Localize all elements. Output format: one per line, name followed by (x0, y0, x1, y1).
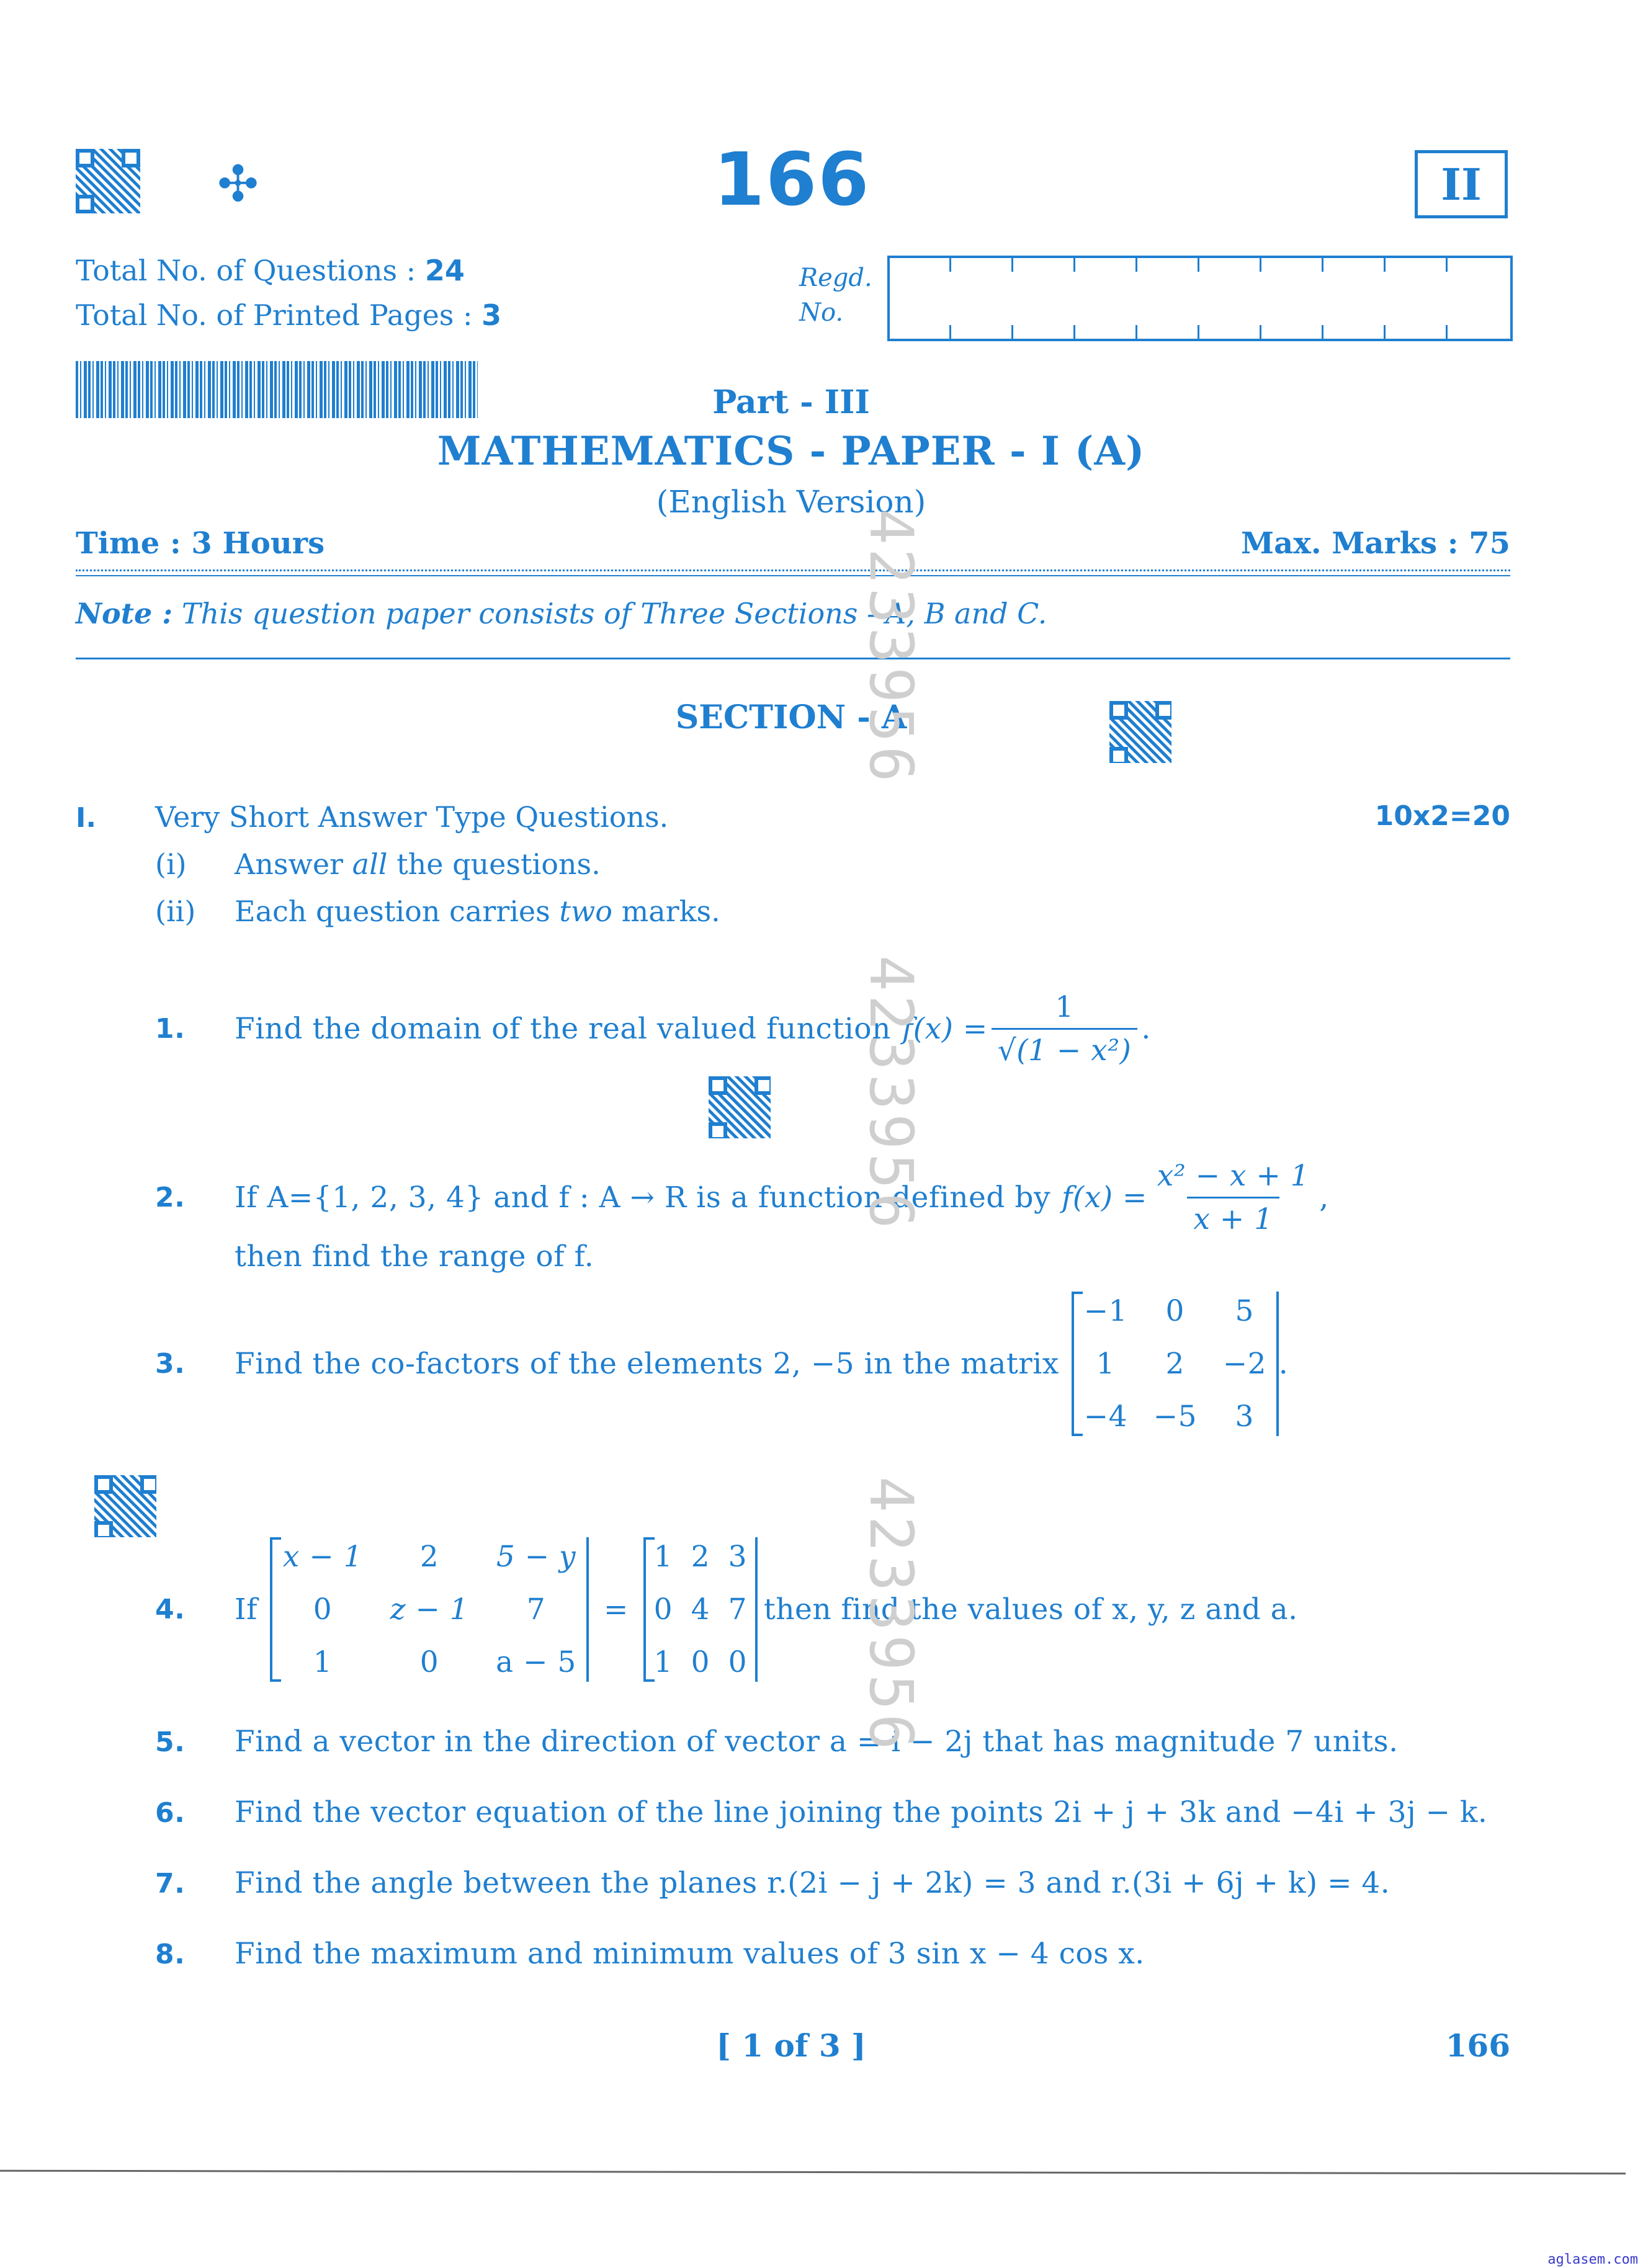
cofactor-matrix: −1 0 5 1 2 −2 −4 −5 3 (1072, 1292, 1279, 1436)
qr-code-top-left (76, 149, 140, 213)
exam-meta (76, 248, 501, 337)
section-marks: 10x2=20 (1374, 800, 1510, 832)
total-pages: Total No. of Printed Pages : 3 (76, 298, 502, 332)
flower-symbol-icon: ✣ (217, 155, 259, 213)
question-2-line-2: then find the range of f. (235, 1239, 594, 1274)
qr-code-mid (709, 1076, 771, 1138)
question-3: 3. Find the co-factors of the elements 2, −5 in the matrix −1 0 5 1 2 −2 −4 −5 3 . (155, 1292, 1288, 1436)
max-marks: Max. Marks : 75 (1240, 526, 1510, 561)
question-2: 2. If A={1, 2, 3, 4} and f : A → R is a function defined by f(x) = $\frac{\text{x² − x + 1}}{x + 1}$ , (155, 1159, 1329, 1236)
serial-watermark: 4233956 (856, 1476, 926, 1754)
set-label-box (1415, 150, 1508, 218)
total-questions: Total No. of Questions : 24 (76, 254, 465, 287)
question-5: 5. Find a vector in the direction of vector a = i − 2j that has magnitude 7 units. (155, 1725, 1399, 1759)
question-7: 7. Find the angle between the planes r.(2i − j + 2k) = 3 and r.(3i + 6j + k) = 4. (155, 1866, 1391, 1900)
paper-title: MATHEMATICS - PAPER - I (A) (437, 428, 1145, 475)
question-1: 1. Find the domain of the real valued function f(x) = $\frac{1}{\text{√(1 − x²)}}$ . (155, 990, 1151, 1068)
set-label: II (1441, 158, 1482, 210)
note-divider (76, 658, 1510, 659)
regd-number-input[interactable] (887, 256, 1513, 341)
page-indicator: [ 1 of 3 ] (716, 2027, 866, 2064)
sub-instruction: (ii) Each question carries two marks. (155, 895, 720, 928)
section-heading: SECTION - A (675, 699, 907, 736)
section-instruction-row: I. Very Short Answer Type Questions. 10x2=20 (76, 800, 1510, 834)
footer-paper-code: 166 (1445, 2027, 1510, 2064)
source-watermark: aglasem.com (1547, 2252, 1638, 2267)
question-4: 4. If x − 1 2 5 − y 0 z − 1 7 1 0 a − 5 = 1 2 3 0 4 7 1 0 0 then find the values of x, y, z and a. (155, 1537, 1298, 1682)
qr-code-left (94, 1475, 156, 1537)
header-divider (76, 569, 1510, 576)
sub-instruction: (i) Answer all the questions. (155, 847, 601, 881)
question-6: 6. Find the vector equation of the line joining the points 2i + j + 3k and −4i + 3j − k. (155, 1795, 1488, 1829)
regd-no-label: Regd. No. (799, 264, 872, 327)
time-allowed: Time : 3 Hours (76, 526, 325, 561)
matrix-left: x − 1 2 5 − y 0 z − 1 7 1 0 a − 5 (270, 1537, 589, 1682)
qr-code-section (1109, 701, 1171, 763)
question-8: 8. Find the maximum and minimum values of 3 sin x − 4 cos x. (155, 1937, 1145, 1971)
serial-watermark: 4233956 (856, 955, 926, 1233)
note: Note : This question paper consists of Three Sections - A, B and C. (76, 597, 1047, 630)
matrix-right: 1 2 3 0 4 7 1 0 0 (643, 1537, 758, 1682)
part-label: Part - III (712, 383, 870, 421)
serial-watermark: 4233956 (856, 509, 926, 786)
paper-code: 166 (714, 136, 871, 222)
page-edge-line (0, 2170, 1626, 2175)
version-label: (English Version) (656, 484, 926, 520)
